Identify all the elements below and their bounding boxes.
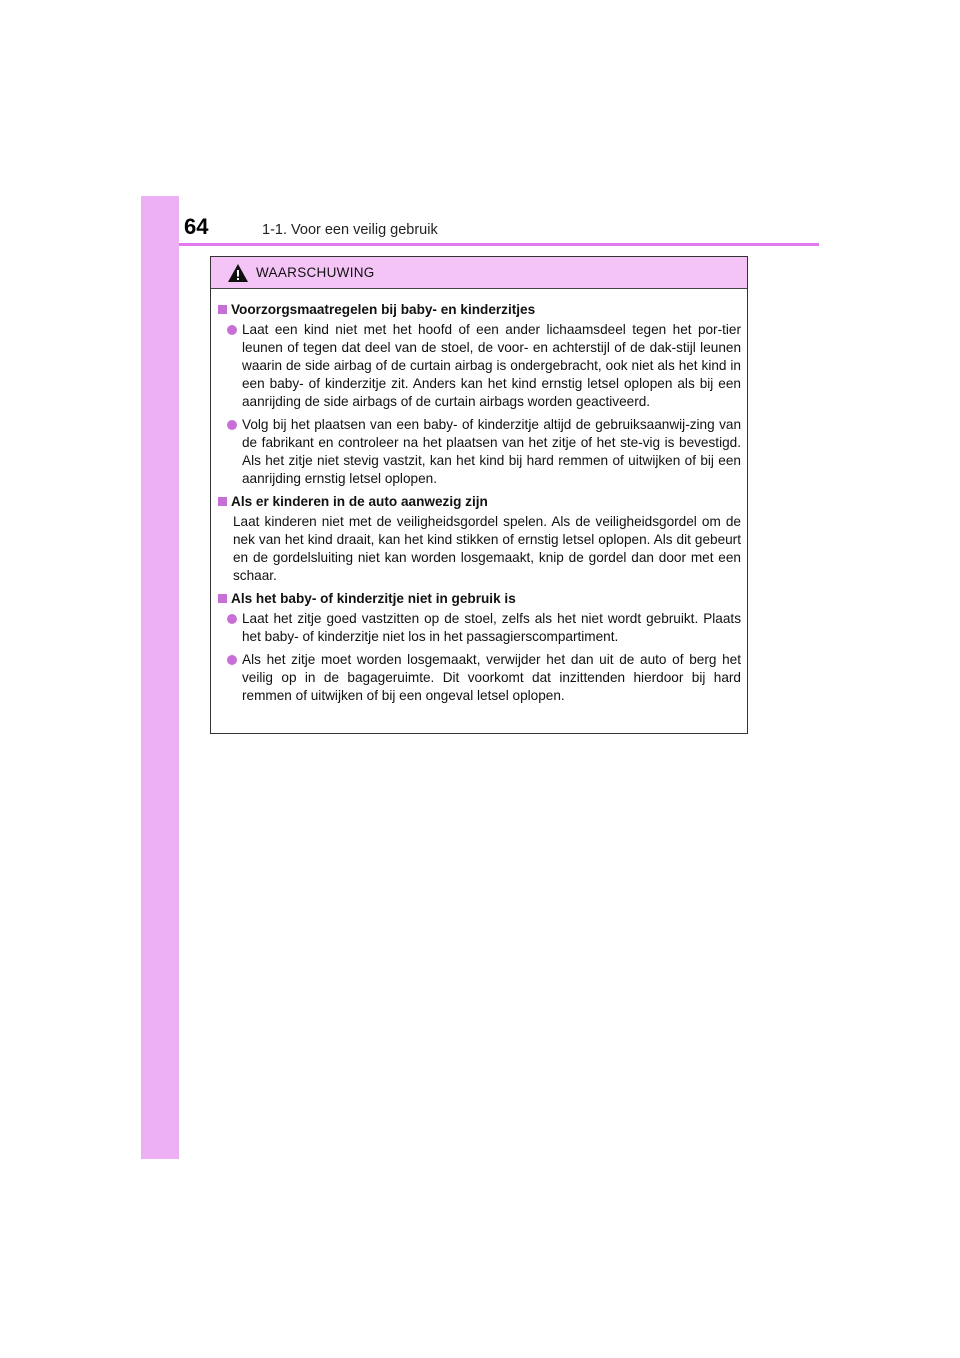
list-item-text: Als het zitje moet worden losgemaakt, verwijder het dan uit de auto of berg het veilig op in de bagageruimte. Dit voorkomt dat inzittenden hierdoor bij hard remmen of uitwijken of bij een ongeval letsel oplopen. (242, 652, 741, 703)
square-bullet-icon (218, 305, 227, 314)
round-bullet-icon (227, 420, 237, 430)
square-bullet-icon (218, 594, 227, 603)
square-bullet-icon (218, 497, 227, 506)
section-heading-text: Als er kinderen in de auto aanwezig zijn (231, 494, 488, 509)
header-divider (179, 243, 819, 246)
warning-section (217, 301, 741, 488)
warning-section (217, 590, 741, 705)
page-number: 64 (184, 214, 209, 239)
round-bullet-icon (227, 325, 237, 335)
warning-section (217, 493, 741, 585)
round-bullet-icon (227, 655, 237, 665)
section-heading (217, 590, 741, 608)
warning-triangle-icon (227, 263, 249, 283)
list-item (227, 651, 741, 705)
section-title: 1-1. Voor een veilig gebruik (262, 222, 438, 238)
list-item-text: Laat een kind niet met het hoofd of een ander lichaamsdeel tegen het por-tier leunen of tegen dat deel van de stoel, de voor- en achterstijl of de dak-stijl leunen waarin de side airbag of de curtain airbag is ondergebracht, ook niet als het kind in een baby- of kinderzitje zit. Anders kan het kind ernstig letsel oplopen als bij een aanrijding de side airbags of de curtain airbags worden geactiveerd. (242, 322, 741, 409)
section-heading (217, 493, 741, 511)
list-item (227, 321, 741, 411)
list-item (227, 610, 741, 646)
round-bullet-icon (227, 614, 237, 624)
section-heading-text: Als het baby- of kinderzitje niet in gebruik is (231, 591, 516, 606)
section-heading (217, 301, 741, 319)
warning-box (210, 256, 748, 734)
warning-header (211, 257, 747, 289)
section-paragraph: Laat kinderen niet met de veiligheidsgordel spelen. Als de veiligheidsgordel om de nek van het kind draait, kan het kind stikken of ernstig letsel oplopen. Als dit gebeurt en de gordelsluiting niet kan worden losgemaakt, knip de gordel dan door met een schaar. (233, 514, 741, 583)
warning-title: WAARSCHUWING (256, 265, 375, 280)
list-item (227, 416, 741, 488)
list-item-text: Laat het zitje goed vastzitten op de stoel, zelfs als het niet wordt gebruikt. Plaats het baby- of kinderzitje niet los in het passagierscompartiment. (242, 611, 741, 644)
chapter-side-tab (141, 196, 179, 1159)
section-heading-text: Voorzorgsmaatregelen bij baby- en kinderzitjes (231, 302, 536, 317)
warning-content (211, 289, 747, 705)
list-item-text: Volg bij het plaatsen van een baby- of kinderzitje altijd de gebruiksaanwij-zing van de fabrikant en controleer na het plaatsen van het zitje of het ste-vig is bevestigd. Als het zitje niet stevig vastzit, kan het kind bij hard remmen of uitwijken of bij een aanrijding ernstig letsel oplopen. (242, 417, 741, 486)
